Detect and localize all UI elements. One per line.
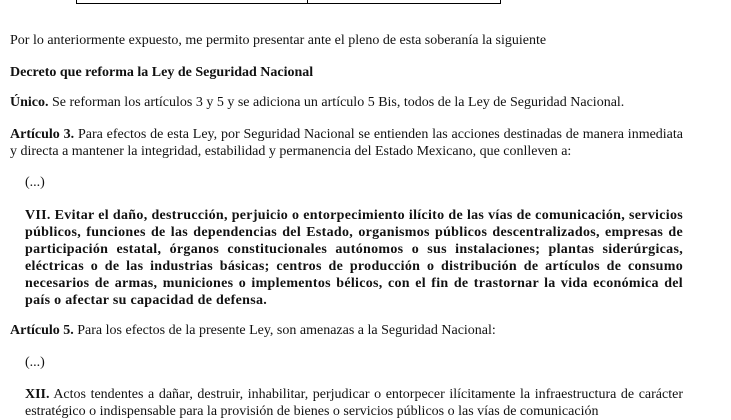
fraction-vii-text: VII. Evitar el daño, destrucción, perjuicio o entorpecimiento ilícito de las vías de comunicación, servicios públicos, funciones de las dependencias del Estado, organismos públicos descentralizados, empresas de participación estatal, órganos constitucionales autónomos o sus instalaciones; plantas siderúrgicas, eléctricas o de las industrias básicas; centros de producción o distribución de artículos de consumo necesarios de armas, municiones o implementos bélicos, con el fin de trastornar la vida económica del país o afectar su capacidad de defensa. [25, 208, 683, 308]
ellipsis-1: (...) [25, 175, 45, 190]
ellipsis-2: (...) [25, 355, 45, 370]
unico-paragraph [10, 94, 683, 111]
article-3-text: Para efectos de esta Ley, por Seguridad Nacional se entienden las acciones destinadas de manera inmediata y directa a mantener la integridad, estabilidad y permanencia del Estado Mexicano, que conlleven a: [10, 127, 683, 159]
unico-text: Se reforman los artículos 3 y 5 y se adiciona un artículo 5 Bis, todos de la Ley de Seguridad Nacional. [48, 95, 625, 110]
decree-title-paragraph [10, 64, 683, 81]
article-3-label: Artículo 3. [10, 127, 75, 142]
intro-paragraph: Por lo anteriormente expuesto, me permito presentar ante el pleno de esta soberanía la siguiente [10, 33, 547, 48]
fraction-xii-paragraph [25, 386, 683, 420]
article-5-paragraph [10, 322, 683, 339]
table-border-fragment [76, 0, 501, 4]
fraction-xii-text: Actos tendentes a dañar, destruir, inhabilitar, perjudicar o entorpecer ilícitamente la infraestructura de carácter estratégico o indispensable para la provisión de bienes o servicios públicos o las vías de comunicación [25, 387, 683, 419]
article-5-label: Artículo 5. [10, 323, 74, 338]
article-5-text: Para los efectos de la presente Ley, son amenazas a la Seguridad Nacional: [73, 323, 496, 338]
decree-title: Decreto que reforma la Ley de Seguridad Nacional [10, 65, 314, 80]
article-3-paragraph [10, 126, 683, 160]
fraction-vii-paragraph [25, 207, 683, 309]
fraction-xii-label: XII. [25, 387, 50, 402]
unico-label: Único. [10, 95, 49, 110]
